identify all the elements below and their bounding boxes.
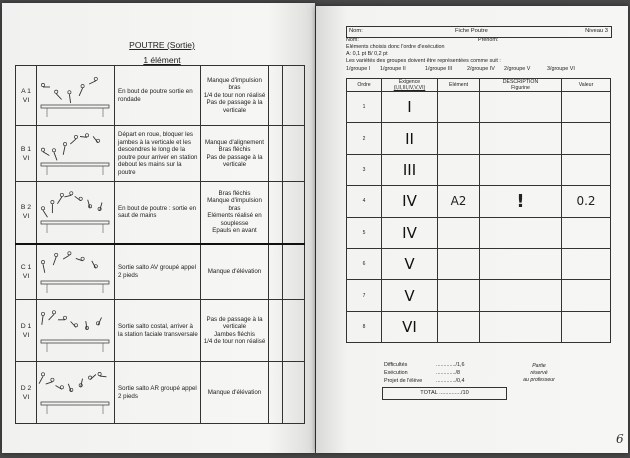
fiche-row: [347, 186, 611, 217]
ordre-cell: 5: [347, 217, 382, 248]
element-code: A 1 VI: [16, 66, 37, 126]
gymnast-figure: [37, 126, 115, 182]
sheet-title: Fiche Poutre: [455, 28, 488, 34]
header-element: Elément: [438, 79, 480, 92]
element-description: Sortie salto costal, arriver à la station faciale transversale: [115, 300, 201, 362]
table-row: [16, 126, 305, 182]
header-valeur: Valeur: [562, 79, 611, 92]
figurine-cell[interactable]: [480, 92, 562, 123]
element-description: En bout de poutre : sortie en saut de mains: [115, 182, 201, 244]
gymnast-figure: [37, 362, 115, 424]
blank-cell: [283, 244, 305, 300]
element-cell[interactable]: [438, 248, 480, 279]
valeur-cell[interactable]: [562, 123, 611, 154]
element-description: Sortie salto AV groupé appel 2 pieds: [115, 244, 201, 300]
exigence-cell: I: [382, 92, 438, 123]
element-cell[interactable]: A2: [438, 186, 480, 217]
blank-cell: [283, 126, 305, 182]
valeur-cell[interactable]: [562, 154, 611, 185]
blank-cell: [269, 362, 283, 424]
nom-label: Nom:: [349, 28, 363, 34]
score-label: Projet de l'élève: [384, 378, 423, 384]
element-cell[interactable]: [438, 311, 480, 342]
total-box: TOTAL ............../10: [382, 387, 507, 400]
ordre-cell: 1: [347, 92, 382, 123]
table-row: [16, 362, 305, 424]
values-line: A: 0,1 pt B/ 0,2 pt: [346, 51, 388, 57]
group-label: 2/groupe IV: [467, 66, 495, 72]
fiche-row: [347, 154, 611, 185]
element-faults: Manque d'élévation: [201, 244, 269, 300]
blank-cell: [283, 66, 305, 126]
page-subtitle: 1 élément: [143, 55, 181, 65]
element-code: D 2 VI: [16, 362, 37, 424]
blank-cell: [283, 362, 305, 424]
varietes-line: Les variétés des groupes doivent être représentées comme suit :: [346, 58, 501, 64]
right-page: [316, 6, 628, 453]
groups-line: [346, 66, 616, 74]
figurine-cell[interactable]: !: [480, 186, 562, 217]
fiche-row: [347, 217, 611, 248]
gymnast-figure: [37, 66, 115, 126]
exigence-cell: II: [382, 123, 438, 154]
page-title: POUTRE (Sortie): [129, 40, 195, 50]
partie-reservee: Partie réservé au professeur: [523, 363, 555, 383]
score-label: Difficultés: [384, 362, 408, 368]
blank-cell: [283, 300, 305, 362]
element-description: En bout de poutre sortie en rondade: [115, 66, 201, 126]
figurine-cell[interactable]: [480, 123, 562, 154]
figurine-cell[interactable]: [480, 154, 562, 185]
group-label: 1/groupe II: [380, 66, 406, 72]
element-faults: Manque d'élévation: [201, 362, 269, 424]
table-row: [16, 244, 305, 300]
element-faults: Bras fléchis Manque d'impulsion bras Eléments réalisé en souplesse Epauls en avant: [201, 182, 269, 244]
score-label: Exécution: [384, 370, 408, 376]
table-row: [16, 300, 305, 362]
score-value[interactable]: ............./0,4: [436, 378, 465, 384]
ordre-cell: 2: [347, 123, 382, 154]
group-label: 2/groupe V: [504, 66, 531, 72]
element-faults: Manque d'alignement Bras fléchis Pas de passage à la verticale: [201, 126, 269, 182]
element-faults: Manque d'impulsion bras 1/4 de tour non réalisé Pas de passage à la verticale: [201, 66, 269, 126]
blank-cell: [269, 300, 283, 362]
valeur-cell[interactable]: [562, 92, 611, 123]
ordre-cell: 6: [347, 248, 382, 279]
figurine-cell[interactable]: [480, 248, 562, 279]
score-value[interactable]: ............./1,6: [436, 362, 465, 368]
element-code: C 1 VI: [16, 244, 37, 300]
elements-line: Eléments choisis donc l'ordre d'exécution: [346, 44, 445, 50]
left-page: [2, 3, 315, 453]
valeur-cell[interactable]: 0.2: [562, 186, 611, 217]
exigence-cell: III: [382, 154, 438, 185]
figurine-cell[interactable]: [480, 311, 562, 342]
score-labels: [384, 361, 422, 385]
element-code: D 1 VI: [16, 300, 37, 362]
niveau-label: Niveau 3: [585, 28, 608, 34]
table-row: [16, 182, 305, 244]
valeur-cell[interactable]: [562, 280, 611, 311]
element-cell[interactable]: [438, 280, 480, 311]
element-description: Départ en roue, bloquer les jambes à la verticale et les descendres le long de la poutre pour arriver en station debout les mains sur la poutre: [115, 126, 201, 182]
fiche-row: [347, 123, 611, 154]
figurine-cell[interactable]: [480, 217, 562, 248]
exigence-cell: IV: [382, 217, 438, 248]
header-ordre: Ordre: [347, 79, 382, 92]
gymnast-figure: [37, 182, 115, 244]
fiche-row: [347, 280, 611, 311]
blank-cell: [269, 66, 283, 126]
blank-cell: [283, 182, 305, 244]
valeur-cell[interactable]: [562, 217, 611, 248]
group-label: 3/groupe VI: [547, 66, 575, 72]
element-code: B 1 VI: [16, 126, 37, 182]
element-description: Sortie salto AR groupé appel 2 pieds: [115, 362, 201, 424]
fiche-table: [346, 78, 611, 343]
figurine-cell[interactable]: [480, 280, 562, 311]
nom-field: Nom:: [346, 37, 359, 43]
header-exigence: Exigence (I,II,III,IV,V,VI): [382, 79, 438, 92]
element-cell[interactable]: [438, 154, 480, 185]
exigence-cell: VI: [382, 311, 438, 342]
page-number: 6: [616, 432, 624, 446]
table-row: [16, 66, 305, 126]
valeur-cell[interactable]: [562, 248, 611, 279]
element-cell[interactable]: [438, 123, 480, 154]
blank-cell: [269, 182, 283, 244]
fiche-row: [347, 92, 611, 123]
element-faults: Pas de passage à la verticale Jambes fléchis 1/4 de tour non réalisé: [201, 300, 269, 362]
gymnast-figure: [37, 244, 115, 300]
exigence-cell: V: [382, 248, 438, 279]
blank-cell: [269, 244, 283, 300]
group-label: 1/groupe I: [346, 66, 371, 72]
prenom-label: Prénom:: [478, 37, 499, 43]
header-description: DESCRIPTION Figurine: [480, 79, 562, 92]
blank-cell: [269, 126, 283, 182]
fiche-row: [347, 248, 611, 279]
element-cell[interactable]: [438, 92, 480, 123]
score-values: [436, 361, 464, 385]
ordre-cell: 7: [347, 280, 382, 311]
score-value[interactable]: ............./8: [436, 370, 460, 376]
group-label: 1/groupe III: [425, 66, 453, 72]
elements-table: [15, 65, 305, 424]
fiche-row: [347, 311, 611, 342]
element-cell[interactable]: [438, 217, 480, 248]
ordre-cell: 3: [347, 154, 382, 185]
ordre-cell: 4: [347, 186, 382, 217]
gymnast-figure: [37, 300, 115, 362]
element-code: B 2 VI: [16, 182, 37, 244]
ordre-cell: 8: [347, 311, 382, 342]
valeur-cell[interactable]: [562, 311, 611, 342]
exigence-cell: IV: [382, 186, 438, 217]
exigence-cell: V: [382, 280, 438, 311]
